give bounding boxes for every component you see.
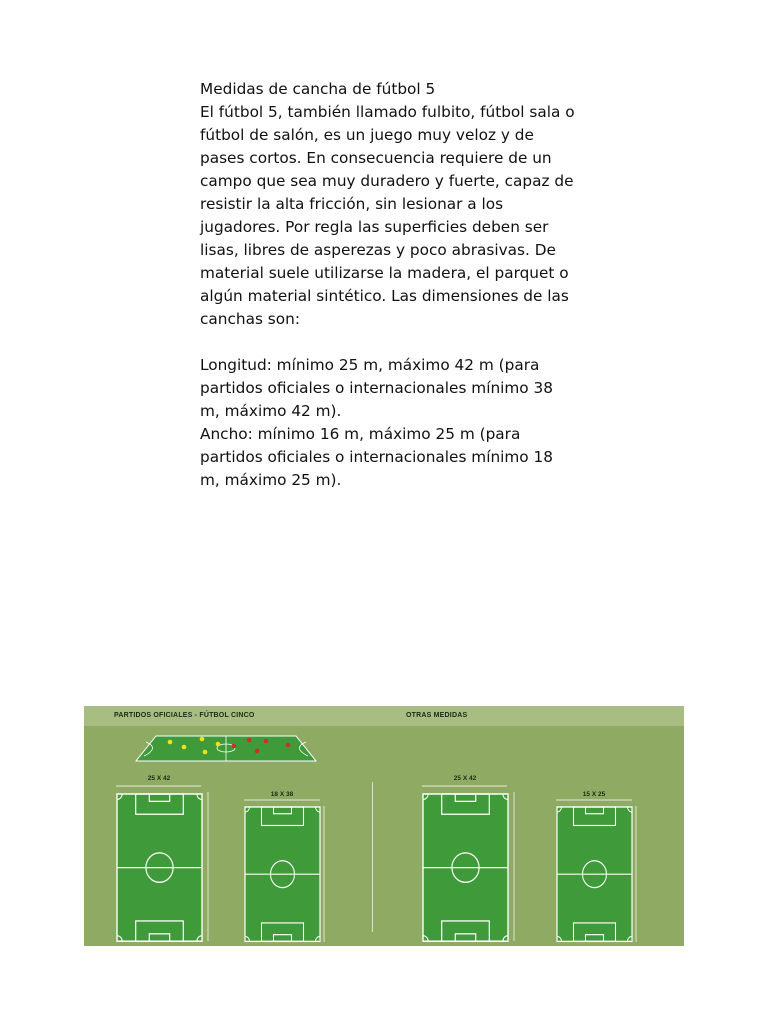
document-text [200, 78, 580, 492]
pitch-3-label: 25 X 42 [453, 775, 477, 782]
header-official-matches: PARTIDOS OFICIALES - FÚTBOL CINCO [114, 712, 255, 719]
longitud-line-1: Longitud: mínimo 25 m, máximo 42 m (para [200, 356, 540, 374]
longitud-line-3: m, máximo 42 m). [200, 402, 342, 420]
longitud-line-2: partidos oficiales o internacionales mínimo 38 [200, 379, 553, 397]
paragraph-gap [200, 331, 580, 354]
pitch-2-field [245, 807, 320, 941]
ancho-line-1: Ancho: mínimo 16 m, máximo 25 m (para [200, 425, 521, 443]
pitch-dimensions-figure [84, 706, 684, 946]
ancho-line-3: m, máximo 25 m). [200, 471, 342, 489]
header-other-sizes: OTRAS MEDIDAS [406, 712, 468, 719]
pitch-4-field [557, 807, 632, 941]
pitch-4-label: 15 X 25 [582, 791, 606, 798]
pitch-1-label: 25 X 42 [147, 775, 171, 782]
pitch-3-field [423, 794, 508, 941]
document-paragraph: El fútbol 5, también llamado fulbito, fútbol sala o fútbol de salón, es un juego muy veloz y de pases cortos. En consecuencia requiere de un campo que sea muy duradero y fuerte, capaz de resistir la alta fricción, sin lesionar a los jugadores. Por regla las superficies deben ser lisas, libres de asperezas y poco abrasivas. De material suele utilizarse la madera, el parquet o algún material sintético. Las dimensiones de las canchas son: [200, 103, 575, 328]
ancho-line-2: partidos oficiales o internacionales mínimo 18 [200, 448, 553, 466]
document-title: Medidas de cancha de fútbol 5 [200, 80, 436, 98]
pitch-drawings [84, 706, 684, 946]
pitch-1-field [117, 794, 202, 941]
pitch-2-label: 18 X 38 [270, 791, 294, 798]
perspective-pitch [136, 736, 316, 761]
